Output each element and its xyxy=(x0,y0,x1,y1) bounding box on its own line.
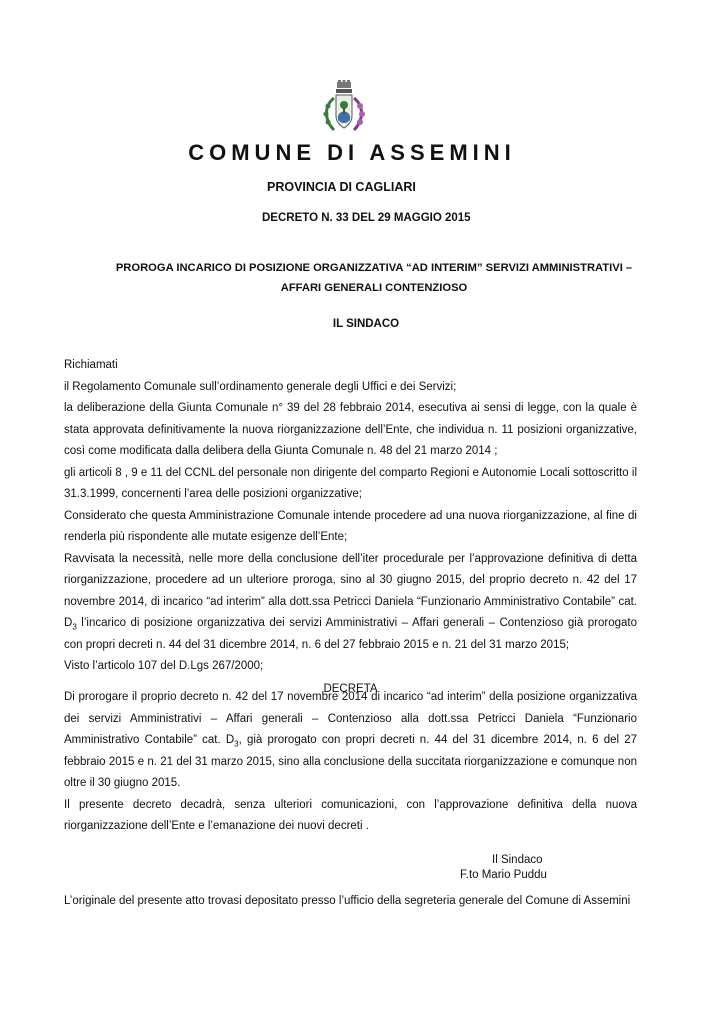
decreta-heading: DECRETA xyxy=(323,682,378,695)
signature-name: F.to Mario Puddu xyxy=(460,869,547,881)
province-name: PROVINCIA DI CAGLIARI xyxy=(267,180,416,194)
recital-paragraph: Ravvisata la necessità, nelle more della conclusione dell’iter procedurale per l’approvazione definitiva di detta riorganizzazione, procedere ad un ulteriore proroga, sino al 30 giugno 2015, del proprio decreto n. 42 del 17 novembre 2014, di incarico “ad interim” alla dott.ssa Petricci Daniela “Funzionario Amministrativo Contabile” cat. $D_3$ l’incarico di posizione organizzativa dei servizi Amministrativi – Affari generali – Contenzioso già prorogato con propri decreti n. 44 del 31 dicembre 2014, n. 6 del 27 febbraio 2015 e n. 21 del 31 marzo 2015; xyxy=(64,552,637,651)
recitals-section xyxy=(64,355,637,701)
signature-block xyxy=(460,853,547,883)
recital-paragraph: il Regolamento Comunale sull’ordinamento generale degli Uffici e dei Servizi; xyxy=(64,380,457,393)
footer-note: L’originale del presente atto trovasi depositato presso l’ufficio della segreteria generale del Comune di Assemini xyxy=(64,895,631,907)
recital-paragraph: Visto l’articolo 107 del D.Lgs 267/2000; xyxy=(64,660,264,672)
decision-section xyxy=(64,687,637,838)
subject-line-1: PROROGA INCARICO DI POSIZIONE ORGANIZZATIVA “AD INTERIM” SERVIZI AMMINISTRATIVI – xyxy=(115,262,633,274)
mayor-heading: IL SINDACO xyxy=(332,318,400,330)
recital-paragraph: Richiamati xyxy=(64,359,118,371)
decree-number: DECRETO N. 33 DEL 29 MAGGIO 2015 xyxy=(262,212,471,224)
municipal-crest-icon xyxy=(312,80,376,136)
decision-paragraph: Di prorogare il proprio decreto n. 42 del 17 novembre 2014 di incarico “ad interim” della posizione organizzativa dei servizi Amministrativi – Affari generali – Contenzioso alla dott.ssa Petricci Daniela “Funzionario Amministrativo Contabile” cat. $D_3$, già prorogato con propri decreti n. 44 del 31 dicembre 2014, n. 6 del 27 febbraio 2015 e n. 21 del 31 marzo 2015, sino alla conclusione della succitata riorganizzazione e comunque non oltre il 30 giugno 2015. xyxy=(64,691,637,789)
signature-title: Il Sindaco xyxy=(492,854,543,866)
recital-paragraph: Considerato che questa Amministrazione Comunale intende procedere ad una nuova riorganizzazione, al fine di renderla più rispondente alle mutate esigenze dell’Ente; xyxy=(64,509,637,543)
municipality-title: COMUNE DI ASSEMINI xyxy=(188,140,516,165)
recital-paragraph: gli articoli 8 , 9 e 11 del CCNL del personale non dirigente del comparto Regioni e Autonomie Locali sottoscritto il 31.3.1999, concernenti l’area delle posizioni organizzative; xyxy=(64,466,637,500)
recital-paragraph: la deliberazione della Giunta Comunale n° 39 del 28 febbraio 2014, esecutiva ai sensi di legge, con la quale è stata approvata definitivamente la nuova riorganizzazione dell’Ente, che individua n. 11 posizioni organizzative, così come modificata dalla delibera della Giunta Comunale n. 48 del 21 marzo 2014 ; xyxy=(64,402,637,457)
decision-paragraph: Il presente decreto decadrà, senza ulteriori comunicazioni, con l’approvazione definitiva della nuova riorganizzazione dell’Ente e l’emanazione dei nuovi decreti . xyxy=(64,798,637,832)
subject-line-2: AFFARI GENERALI CONTENZIOSO xyxy=(280,282,468,294)
decree-subject xyxy=(64,258,684,298)
